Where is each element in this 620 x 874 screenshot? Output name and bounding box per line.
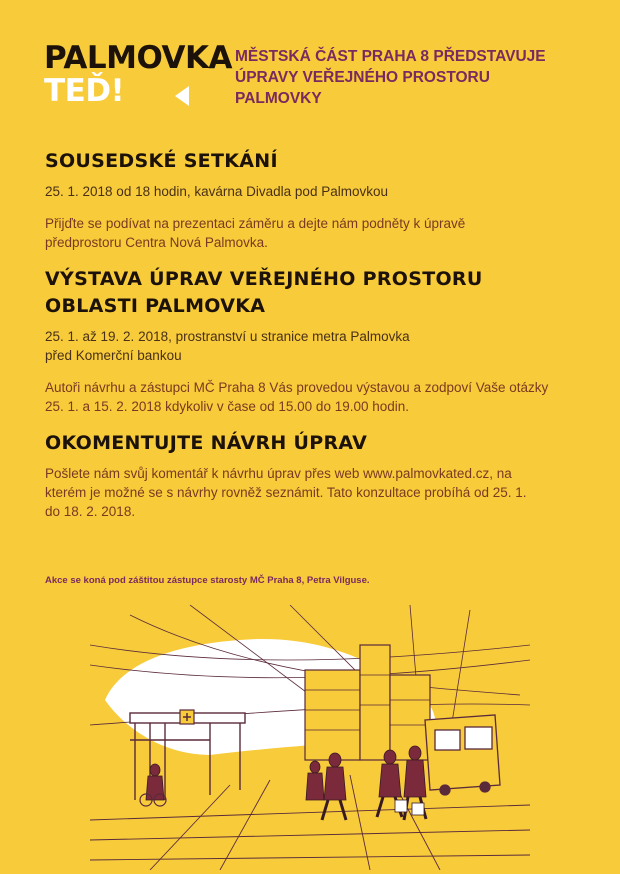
- desc-line: Přijďte se podívat na prezentaci záměru a dejte nám podněty k úpravě: [45, 216, 466, 231]
- event-description: [45, 378, 585, 416]
- logo: [44, 42, 232, 108]
- title-line: OKOMENTUJTE NÁVRH ÚPRAV: [45, 432, 368, 454]
- header-line: PALMOVKY: [235, 90, 322, 107]
- event-date: [45, 182, 585, 201]
- section-neighbourhood-meeting: [45, 148, 585, 252]
- title-line: SOUSEDSKÉ SETKÁNÍ: [45, 150, 278, 172]
- date-line: 25. 1. 2018 od 18 hodin, kavárna Divadla pod Palmovkou: [45, 184, 388, 199]
- desc-line: Autoři návrhu a zástupci MČ Praha 8 Vás provedou výstavou a zodpoví Vaše otázky: [45, 380, 549, 395]
- desc-line: Pošlete nám svůj komentář k návrhu úprav přes web www.palmovkated.cz, na: [45, 466, 512, 481]
- main-content: [45, 148, 585, 521]
- desc-line: předprostoru Centra Nová Palmovka.: [45, 235, 268, 250]
- date-line: 25. 1. až 19. 2. 2018, prostranství u stranice metra Palmovka: [45, 329, 410, 344]
- patronage-note: Akce se koná pod záštitou zástupce starosty MČ Praha 8, Petra Vilguse.: [45, 575, 370, 586]
- header-heading: [235, 46, 575, 109]
- section-title: [45, 430, 585, 457]
- event-date: [45, 327, 585, 365]
- desc-line: kterém je možné se s návrhy rovněž seznámit. Tato konzultace probíhá od 25. 1.: [45, 485, 527, 500]
- title-line: VÝSTAVA ÚPRAV VEŘEJNÉHO PROSTORU: [45, 268, 483, 290]
- logo-line2: TEĎ!: [44, 73, 125, 109]
- header-line: MĚSTSKÁ ČÁST PRAHA 8 PŘEDSTAVUJE: [235, 48, 546, 65]
- event-description: [45, 214, 585, 252]
- section-title: [45, 148, 585, 175]
- section-exhibition: [45, 266, 585, 416]
- street-illustration: [90, 605, 530, 870]
- logo-arrow-icon: [175, 86, 189, 106]
- title-line: OBLASTI PALMOVKA: [45, 295, 266, 317]
- section-title: [45, 266, 585, 320]
- event-description: [45, 464, 585, 521]
- section-comment: [45, 430, 585, 521]
- header-line: ÚPRAVY VEŘEJNÉHO PROSTORU: [235, 69, 490, 86]
- desc-line: do 18. 2. 2018.: [45, 504, 136, 519]
- date-line: před Komerční bankou: [45, 348, 182, 363]
- desc-line: 25. 1. a 15. 2. 2018 kdykoliv v čase od 15.00 do 19.00 hodin.: [45, 399, 410, 414]
- logo-line1: PALMOVKA: [44, 40, 232, 76]
